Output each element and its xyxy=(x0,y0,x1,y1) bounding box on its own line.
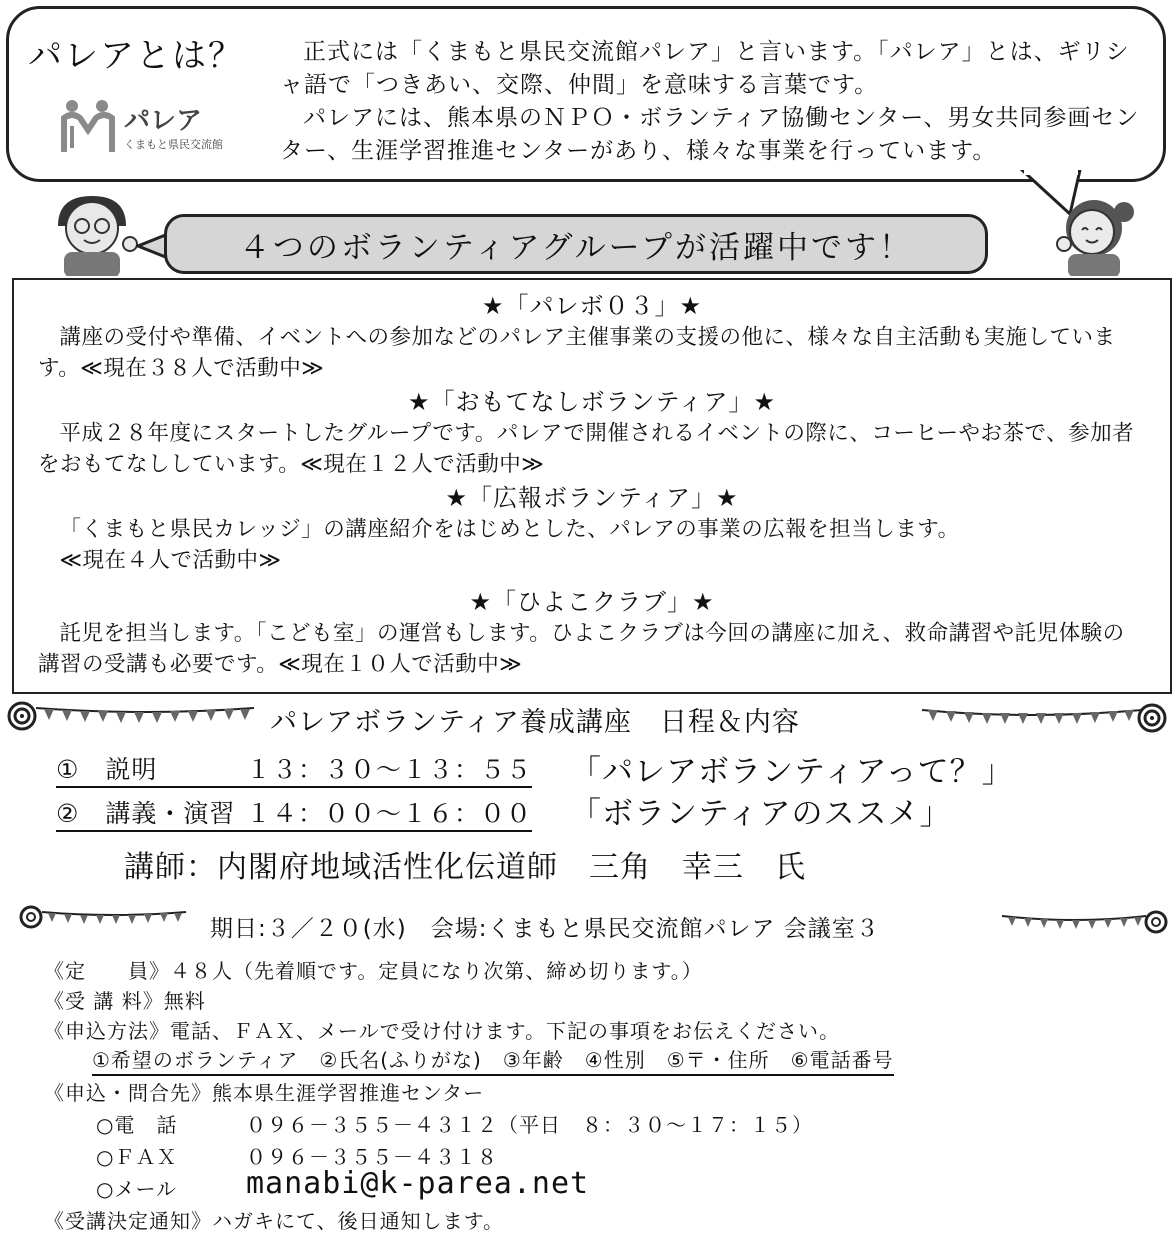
phone-number[interactable]: ０９６－３５５－４３１２（平日 ８：３０～１７：１５） xyxy=(246,1113,813,1137)
schedule-time: １４：００～１６：００ xyxy=(246,799,533,828)
schedule-label: ② 講義・演習 １４：００～１６：００ xyxy=(56,799,532,832)
schedule-time: １３：３０～１３：５５ xyxy=(246,755,533,784)
group-description: 託児を担当します。「こども室」の運営もします。ひよこクラブは今回の講座に加え、救命講習や託児体験の講習の受講も必要です。≪現在１０人で活動中≫ xyxy=(38,621,1125,677)
decor-garland-right-2 xyxy=(1000,908,1170,938)
info-fee: 《受 講 料》無料 xyxy=(44,989,206,1013)
info-items: ①希望のボランティア ②氏名(ふりがな) ③年齢 ④性別 ⑤〒・住所 ⑥電話番号 xyxy=(92,1046,894,1076)
schedule-topic: 「パレアボランティアって？」 xyxy=(570,754,1014,790)
parea-logo xyxy=(58,96,238,156)
schedule-label: ① 説明 １３：３０～１３：５５ xyxy=(56,755,532,788)
decor-garland-right xyxy=(920,700,1170,734)
group-description-text: 「くまもと県民カレッジ」の講座紹介をはじめとした、パレアの事業の広報を担当します。 xyxy=(59,517,960,542)
schedule-topic: 「ボランティアのススメ」 xyxy=(570,796,952,832)
group-title: ★「おもてなしボランティア」★ xyxy=(407,388,777,416)
logo-subtext: くまもと県民交流館 xyxy=(124,138,223,151)
info-method: 《申込方法》電話、ＦＡＸ、メールで受け付けます。下記の事項をお伝えください。 xyxy=(44,1019,840,1043)
phone-label: ○電 話 xyxy=(96,1113,178,1137)
group-item xyxy=(38,482,1146,576)
man-illustration xyxy=(40,186,150,276)
logo-text: パレア xyxy=(124,106,203,136)
mail-label: ○メール xyxy=(96,1177,178,1201)
intro-title: パレアとは？ xyxy=(28,36,244,76)
schedule-row xyxy=(56,794,532,830)
info-contact: 《申込・問合先》熊本県生涯学習推進センター xyxy=(44,1081,485,1105)
groups-box xyxy=(12,278,1172,694)
course-title: パレアボランティア養成講座 日程＆内容 xyxy=(270,707,800,738)
info-capacity: 《定 員》４８人（先着順です。定員になり次第、締め切ります。） xyxy=(44,959,703,983)
fax-label: ○ＦＡＸ xyxy=(96,1145,178,1169)
group-description: 講座の受付や準備、イベントへの参加などのパレア主催事業の支援の他に、様々な自主活動も実施しています。≪現在３８人で活動中≫ xyxy=(38,325,1116,381)
group-title: ★「パレボ０３」★ xyxy=(481,292,703,320)
group-description xyxy=(38,514,1146,576)
group-title: ★「広報ボランティア」★ xyxy=(445,484,739,512)
parea-logo-icon xyxy=(58,96,118,156)
decor-garland-left-2 xyxy=(18,904,188,932)
groups-banner: ４つのボランティアグループが活躍中です！ xyxy=(164,214,988,274)
group-item xyxy=(38,586,1146,680)
fax-number: ０９６－３５５－４３１８ xyxy=(246,1145,498,1169)
info-notify: 《受講決定通知》ハガキにて、後日通知します。 xyxy=(44,1209,504,1233)
intro-paragraph-1: 正式には「くまもと県民交流館パレア」と言います。「パレア」とは、ギリシャ語で「つきあい、交際、仲間」を意味する言葉です。 xyxy=(280,39,1130,98)
intro-body xyxy=(280,36,1148,168)
intro-paragraph-2: パレアには、熊本県のＮＰＯ・ボランティア協働センター、男女共同参画センター、生涯学習推進センターがあり、様々な事業を行っています。 xyxy=(280,105,1140,164)
group-item xyxy=(38,386,1146,480)
lecturer: 講師：内閣府地域活性化伝道師 三角 幸三 氏 xyxy=(124,850,806,885)
group-item xyxy=(38,290,1146,384)
schedule-row xyxy=(56,750,532,786)
group-member-count: ≪現在４人で活動中≫ xyxy=(59,548,282,573)
group-title: ★「ひよこクラブ」★ xyxy=(469,588,715,616)
group-description: 平成２８年度にスタートしたグループです。パレアで開催されるイベントの際に、コーヒーやお茶で、参加者をおもてなししています。≪現在１２人で活動中≫ xyxy=(38,421,1135,477)
decor-garland-left xyxy=(6,700,256,732)
mail-address[interactable]: manabi@k-parea.net xyxy=(246,1166,590,1201)
date-venue: 期日:３／２０(水) 会場:くまもと県民交流館パレア 会議室３ xyxy=(210,916,880,942)
woman-illustration xyxy=(1040,186,1150,276)
